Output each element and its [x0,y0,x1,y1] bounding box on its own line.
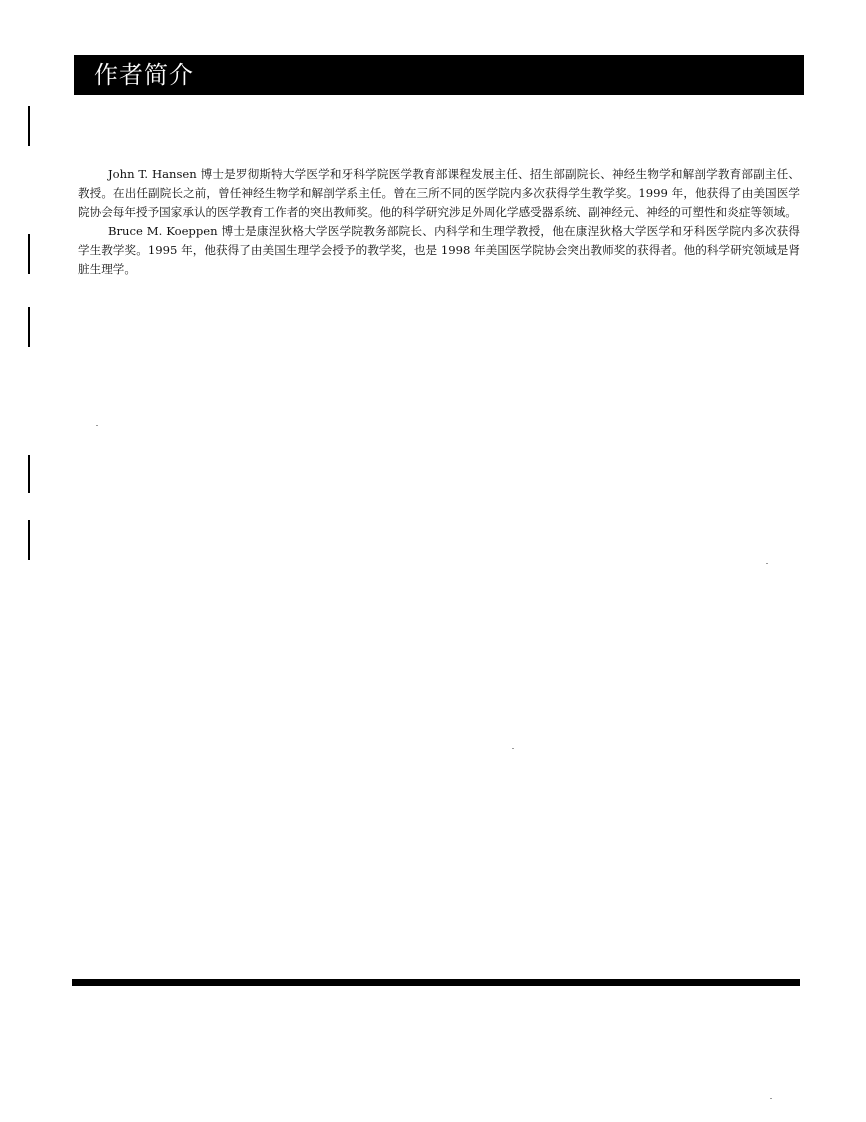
margin-mark [28,234,30,274]
bio-paragraph-hansen: John T. Hansen 博士是罗彻斯特大学医学和牙科学院医学教育部课程发展主任、招生部副院长、神经生物学和解剖学教育部副主任、教授。在出任副院长之前，曾任神经生物学和解剖学系主任。曾在三所不同的医学院内多次获得学生教学奖。1999 年，他获得了由美国医学院协会每年授予国家承认的医学教育工作者的突出教师奖。他的科学研究涉足外周化学感受器系统、副神经元、神经的可塑性和炎症等领域。 [78,167,800,219]
footer-rule [72,979,800,986]
scan-speck [770,1098,772,1099]
margin-mark [28,106,30,146]
margin-mark [28,520,30,560]
section-header-bar [74,55,804,95]
author-bio-text [78,165,800,279]
scan-speck [766,563,768,564]
scan-speck [512,748,514,749]
margin-mark [28,307,30,347]
scan-speck [96,425,98,426]
bio-paragraph-koeppen: Bruce M. Koeppen 博士是康涅狄格大学医学院教务部院长、内科学和生理学教授，他在康涅狄格大学医学和牙科医学院内多次获得学生教学奖。1995 年，他获得了由美国生理学会授予的教学奖，也是 1998 年美国医学院协会突出教师奖的获得者。他的科学研究领域是肾脏生理学。 [78,224,800,276]
section-title: 作者简介 [94,61,194,89]
margin-mark [28,455,30,493]
